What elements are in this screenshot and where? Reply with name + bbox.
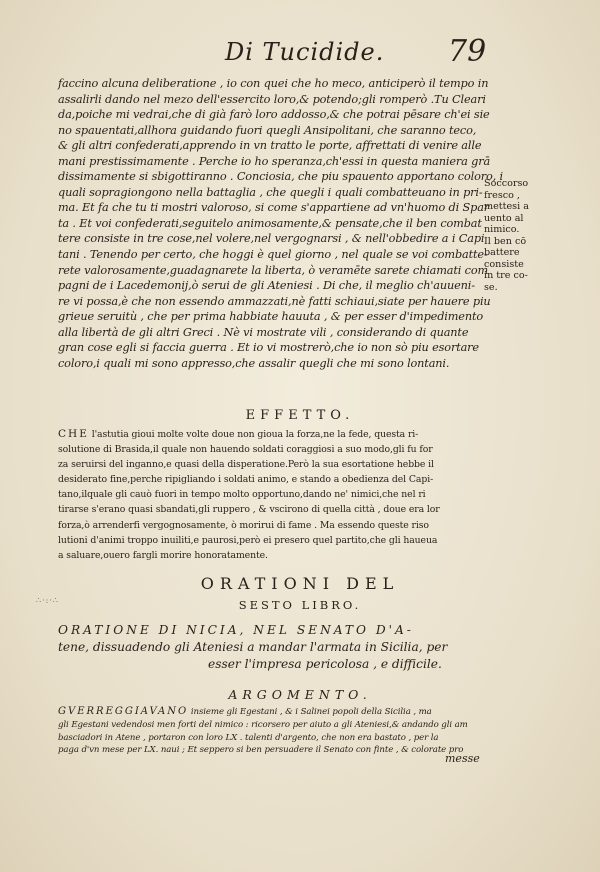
- text-line: pagni de i Lacedemonij,ò serui de gli Ateniesi . Di che, il meglio ch'auueni-: [58, 279, 475, 293]
- margin-note-line: fresco ,: [484, 189, 520, 201]
- margin-note-line: in tre co-: [484, 270, 528, 281]
- argomento-line: insieme gli Egestani , & i Salinei popoli della Sicilia , ma: [188, 707, 432, 717]
- effetto-line: a saluare,ouero fargli morire honoratamente.: [58, 549, 268, 561]
- page-header: [0, 34, 600, 74]
- margin-note-line: Il ben cō: [484, 235, 527, 247]
- running-head: Di Tucidide.: [225, 38, 385, 66]
- effetto-line: tirarse s'erano quasi sbandati,gli ruppero , & vscirono di quella città , doue era lor: [58, 504, 440, 516]
- margin-note-line: uento al: [484, 212, 524, 224]
- effetto-title: EFFETTO.: [245, 408, 355, 423]
- argomento-body: [58, 706, 488, 757]
- argomento-line: gli Egestani vedendosi men forti del nimico : ricorsero per aiuto a gli Ateniesi,& andando gli am: [58, 719, 468, 730]
- effetto-body: [58, 427, 483, 563]
- argomento-line: basciadori in Atene , portaron con loro LX . talenti d'argento, che non era bastato , per la: [58, 732, 439, 743]
- speech-title-line: esser l'impresa pericolosa , e difficile.: [208, 657, 442, 671]
- text-line: quali sopragiongono nella battaglia , che quegli i quali combatteuano in pri-: [58, 185, 483, 199]
- effetto-line: l'astutia gioui molte volte doue non gioua la forza,ne la fede, questa ri-: [88, 429, 419, 440]
- text-line: grieue seruitù , che per prima habbiate hauuta , & per esser d'impedimento: [58, 310, 484, 324]
- margin-note-line: se.: [484, 281, 498, 293]
- text-line: no spauentati,allhora guidando fuori quegli Ansipolitani, che saranno teco,: [58, 123, 477, 137]
- effetto-line: forza,ò arrenderfi vergognosamente, ò morirui di fame . Ma essendo queste riso: [58, 519, 429, 531]
- effetto-lead-word: CHE: [58, 428, 89, 440]
- margin-note-line: Soccorso: [484, 178, 529, 189]
- text-line: coloro,i quali mi sono appresso,che assalir quegli che mi sono lontani.: [58, 356, 450, 370]
- text-line: assalirli dando nel mezo dell'essercito loro,& potendo;gli romperò .Tu Cleari: [58, 92, 486, 106]
- margin-note-line: consiste: [484, 258, 524, 270]
- text-line: re vi possa,è che non essendo ammazzati,nè fatti schiaui,siate per hauere piu: [58, 294, 491, 308]
- text-line: ta . Et voi confederati,seguitelo animosamente,& pensate,che il ben combat: [58, 216, 482, 230]
- speech-title-line: tene, dissuadendo gli Ateniesi a mandar l'armata in Sicilia, per: [58, 640, 448, 654]
- effetto-line: desiderato fine,perche ripigliando i soldati animo, e stando a obedienza del Capi-: [58, 474, 434, 486]
- argomento-line: paga d'vn mese per LX. naui ; Et seppero si ben persuadere il Senato con finte , & colorate pro: [58, 745, 464, 756]
- text-line: mani prestissimamente . Perche io ho speranza,ch'essi in questa maniera grā: [58, 154, 491, 168]
- margin-note-line: nimico.: [484, 224, 520, 235]
- argomento-title: ARGOMENTO.: [228, 687, 372, 702]
- text-line: dissimamente si sbigottiranno . Conciosia, che piu spauento apportano coloro, i: [58, 170, 503, 184]
- argomento-lead-word: GVERREGGIAVANO: [58, 706, 189, 717]
- text-line: ma. Et fa che tu ti mostri valoroso, si come s'appartiene ad vn'huomo di Spar: [58, 201, 490, 215]
- text-line: gran cose egli si faccia guerra . Et io vi mostrerò,che io non sò piu esortare: [58, 341, 479, 355]
- margin-note: [484, 178, 564, 293]
- text-line: tani . Tenendo per certo, che hoggi è quel giorno , nel quale se voi combatte-: [58, 248, 488, 262]
- page-number: 79: [448, 34, 487, 69]
- text-line: faccino alcuna deliberatione , io con quei che ho meco, anticiperò il tempo in: [58, 77, 489, 90]
- margin-note-line: mettesi a: [484, 201, 529, 212]
- margin-note-line: battere: [484, 247, 520, 258]
- effetto-line: lutioni d'animi troppo inuiliti,e paurosi,però ei presero quel partito,che gli haueua: [58, 534, 438, 546]
- effetto-line: tano,ilquale gli cauò fuori in tempo molto opportuno,dando ne' nimici,che nel ri: [58, 489, 426, 501]
- effetto-first-line: [58, 427, 483, 442]
- text-line: & gli altri confederati,apprendo in vn tratto le porte, affrettati di venire alle: [58, 139, 482, 153]
- orationi-heading: ORATIONI DEL: [200, 574, 400, 593]
- speech-title-caps: ORATIONE DI NICIA, NEL SENATO D'A-: [58, 623, 414, 637]
- text-line: alla libertà de gli altri Greci . Nè vi mostrate vili , considerando di quante: [58, 325, 469, 339]
- orationi-subheading: SESTO LIBRO.: [238, 598, 362, 612]
- ornament-mark: ∴·:·∴: [36, 596, 59, 605]
- text-line: tere consiste in tre cose,nel volere,nel vergognarsi , & nell'obbedire a i Capi: [58, 232, 485, 246]
- effetto-line: solutione di Brasida,il quale non hauendo soldati coraggiosi a suo modo,gli fu for: [58, 444, 433, 456]
- effetto-line: za seruirsi del inganno,e quasi della disperatione.Però la sua esortatione hebbe il: [58, 459, 434, 471]
- catchword: messe: [445, 752, 480, 765]
- speech-title: [58, 622, 483, 673]
- argomento-first-line: [58, 706, 488, 719]
- text-line: da,poiche mi vedrai,che di già farò loro addosso,& che potrai pēsare ch'ei sie: [58, 108, 490, 122]
- text-line: rete valorosamente,guadagnarete la liberta, ò veramēte sarete chiamati com: [58, 263, 489, 277]
